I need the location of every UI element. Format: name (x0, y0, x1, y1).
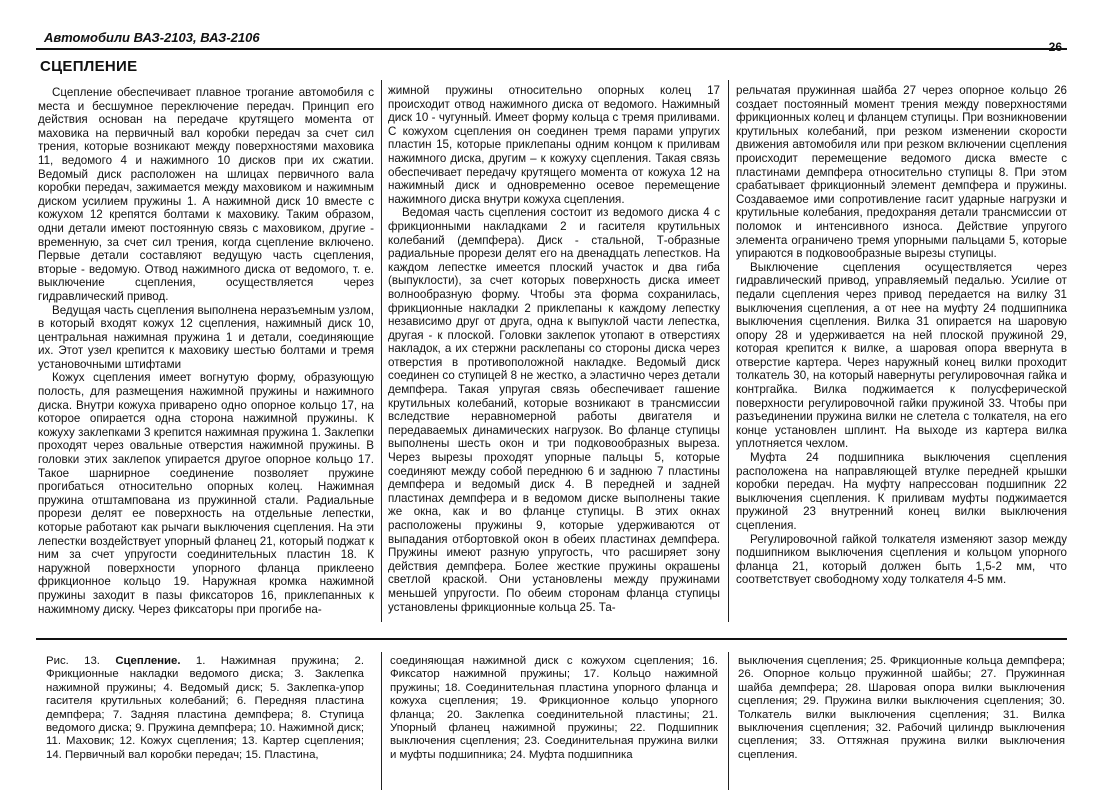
section-title: СЦЕПЛЕНИЕ (40, 58, 138, 75)
page-number: 26 (1048, 40, 1062, 54)
body-column-2 (388, 84, 720, 614)
caption-text: 1. Нажимная пружина; 2. Фрикционные накладки ведомого диска; 3. Заклепка нажимной пружины; 4. Ведомый диск; 5. Заклепка-упор гасителя крутильных колебаний; 6. Передняя пластина демпфера; 7. Задняя пластина демпфера; 8. Ступица ведомого диска; 9. Пружина демпфера; 10. Нажимной диск; 11. Маховик; 12. Кожух сцепления; 13. Картер сцепления; 14. Первичный вал коробки передач; 15. Пластина, (46, 655, 364, 761)
column-divider (728, 652, 729, 790)
figure-caption-column-2 (390, 655, 718, 762)
body-column-1 (38, 86, 374, 616)
paragraph: Ведущая часть сцепления выполнена неразъемным узлом, в который входят кожух 12 сцепления, нажимный диск 10, центральная нажимная пружина 1 и детали, соединяющие их. Этот узел крепится к маховику шестью болтами и тремя установочными штифтами (38, 303, 374, 371)
caption-text: соединяющая нажимной диск с кожухом сцепления; 16. Фиксатор нажимной пружины; 17. Кольцо нажимной пружины; 18. Соединительная пластина упорного фланца и кожуха сцепления; 19. Фрикционное кольцо упорного фланца; 20. Заклепка соединительной пластины; 21. Упорный фланец нажимной пружины; 22. Подшипник выключения сцепления; 23. Соединительная пружина вилки и муфты подшипника; 24. Муфта подшипника (390, 655, 718, 761)
caption-text: выключения сцепления; 25. Фрикционные кольца демпфера; 26. Опорное кольцо пружинной шайбы; 27. Пружинная шайба демпфера; 28. Шаровая опора вилки выключения сцепления; 29. Пружина вилки выключения сцепления; 30. Толкатель вилки выключения сцепления; 31. Вилка выключения сцепления; 32. Рабочий цилиндр выключения сцепления; 33. Оттяжная пружина вилки выключения сцепления. (738, 655, 1065, 761)
body-column-3 (736, 84, 1067, 587)
running-header-title: Автомобили ВАЗ-2103, ВАЗ-2106 (44, 30, 260, 45)
paragraph: Ведомая часть сцепления состоит из ведомого диска 4 с фрикционными накладками 2 и гасителя крутильных колебаний (демпфера). Диск - стальной, Т-образные радиальные прорези делят его на двенадцать лепестков. На каждом лепестке имеется плоский участок и два гиба (выпуклости), за счет которых поверхность диска имеет волнообразную форму. Чтобы эта форма сохранилась, фрикционные накладки 2 приклепаны к каждому лепестку независимо друг от друга, одна к выпуклой части лепестка, другая - к плоской. Головки заклепок утопают в отверстиях накладок, а их стержни расклепаны со стороны диска через отверстия в противоположной накладке. Ведомый диск соединен со ступицей 8 не жестко, а эластично через детали демпфера. Такая упругая связь обеспечивает гашение крутильных колебаний, которые возникают в трансмиссии вследствие неравномерной работы двигателя и передаваемых динамических нагрузок. Во фланце ступицы выполнены шесть окон и три подковообразных выреза. Через вырезы проходят упорные пальцы 5, которые соединяют между собой переднюю 6 и заднюю 7 пластины демпфера и ведомый диск 4. В передней и задней пластинах демпфера и в ведомом диске выполнены такие же окна, как и во фланце ступицы. В этих окнах расположены пружины 9, которые удерживаются от выпадания отбортовкой окон в обеих пластинах демпфера. Пружины имеют разную упругость, что расширяет зону действия демпфера. Более жесткие пружины окрашены светлой краской. Они установлены между пружинами меньшей упругости. По обеим сторонам фланца ступицы установлены фрикционные кольца 25. Та- (388, 206, 720, 614)
column-divider (381, 80, 382, 622)
paragraph: Муфта 24 подшипника выключения сцепления расположена на направляющей втулке передней крышки коробки передач. На муфту напрессован подшипник 22 выключения сцепления. К приливам муфты поджимается пружиной 23 внутренний конец вилки выключения сцепления. (736, 451, 1067, 532)
figure-label: Рис. 13. (46, 655, 100, 667)
caption-rule (36, 638, 1067, 640)
figure-caption-column-1 (46, 655, 364, 762)
paragraph: рельчатая пружинная шайба 27 через опорное кольцо 26 создает постоянный момент трения между поверхностями фрикционных колец и фланцем ступицы. При возникновении крутильных колебаний, при резком изменении скорости движения автомобиля или при резком включении сцепления происходит перемещение ведомого диска вместе с пластинами демпфера относительно ступицы 8. При этом срабатывает фрикционный элемент демпфера и пружины. Создаваемое ими сопротивление гасит ударные нагрузки и крутильные колебания, предохраняя детали трансмиссии от поломок и интенсивного износа. Действие упругого элемента ограничено тремя упорными пальцами 5, которые упираются в подковообразные вырезы ступицы. (736, 84, 1067, 261)
column-divider (381, 652, 382, 790)
header-rule (36, 48, 1067, 50)
paragraph: Кожух сцепления имеет вогнутую форму, образующую полость, для размещения нажимной пружины и нажимного диска. Внутри кожуха приварено одно опорное кольцо 17, на которое опирается одна сторона нажимной пружины. К кожуху заклепками 3 крепится нажимная пружина 1. Заклепки проходят через овальные отверстия нажимной пружины. В головки этих заклепок упирается другое опорное кольцо 17. Такое шарнирное соединение позволяет пружине прогибаться относительно опорных колец. Нажимная пружина отштампована из пружинной стали. Радиальные прорези делят ее поверхность на отдельные лепестки, которые работают как рычаги выключения сцепления. На эти лепестки воздействует упорный фланец 21, который поджат к ним за счет упругости соединительных пластин 18. К наружной поверхности упорного фланца приклеено фрикционное кольцо 19. Наружная кромка нажимной пружины заходит в пазы фиксаторов 16, приклепанных к нажимному диску. Через фиксаторы при прогибе на- (38, 371, 374, 616)
figure-title: Сцепление. (115, 655, 181, 667)
figure-caption-column-3 (738, 655, 1065, 762)
column-divider (728, 80, 729, 622)
paragraph: жимной пружины относительно опорных колец 17 происходит отвод нажимного диска от ведомого. Нажимный диск 10 - чугунный. Имеет форму кольца с тремя приливами. С кожухом сцепления он соединен тремя парами упругих пластин 15, которые приклепаны одним концом к приливам нажимного диска, другим – к кожуху сцепления. Такая связь обеспечивает передачу крутящего момента от кожуха 12 на нажимный диск и одновременно осевое перемещение нажимного диска внутри кожуха сцепления. (388, 84, 720, 206)
paragraph: Выключение сцепления осуществляется через гидравлический привод, управляемый педалью. Усилие от педали сцепления через привод передается на вилку 31 выключения сцепления, а от нее на муфту 24 подшипника выключения сцепления. Вилка 31 опирается на шаровую опору 28 и удерживается на ней плоской пружиной 29, которая крепится к вилке, а шаровая опора ввернута в отверстие картера. Через наружный конец вилки проходит толкатель 30, на который навернуты регулировочная гайка и контргайка. Вилка поджимается к полусферической поверхности регулировочной гайки пружиной 33. Чтобы при разъединении пружина вилки не слетела с толкателя, на его конце установлен шплинт. На выходе из картера вилка уплотняется чехлом. (736, 260, 1067, 451)
paragraph: Сцепление обеспечивает плавное трогание автомобиля с места и бесшумное переключение передач. Принцип его действия основан на передаче крутящего момента от маховика на первичный вал коробки передач за счет сил трения, которые возникают между поверхностями маховика 11, ведомого 4 и нажимного 10 дисков при их сжатии. Ведомый диск расположен на шлицах первичного вала коробки передач, зажимается между маховиком и нажимным диском усилием пружины 1. А нажимной диск 10 вместе с кожухом 12 крепятся болтами к маховику. Таким образом, одни детали имеют постоянную связь с маховиком, другие - временную, за счет сил трения, когда сцепление включено. Первые детали составляют ведущую часть сцепления, вторые - ведомую. Отвод нажимного диска от ведомого, т. е. выключение сцепления, осуществляется через гидравлический привод. (38, 86, 374, 303)
paragraph: Регулировочной гайкой толкателя изменяют зазор между подшипником выключения сцепления и кольцом упорного фланца 21, который должен быть 1,5-2 мм, что соответствует свободному ходу толкателя 4-5 мм. (736, 532, 1067, 587)
